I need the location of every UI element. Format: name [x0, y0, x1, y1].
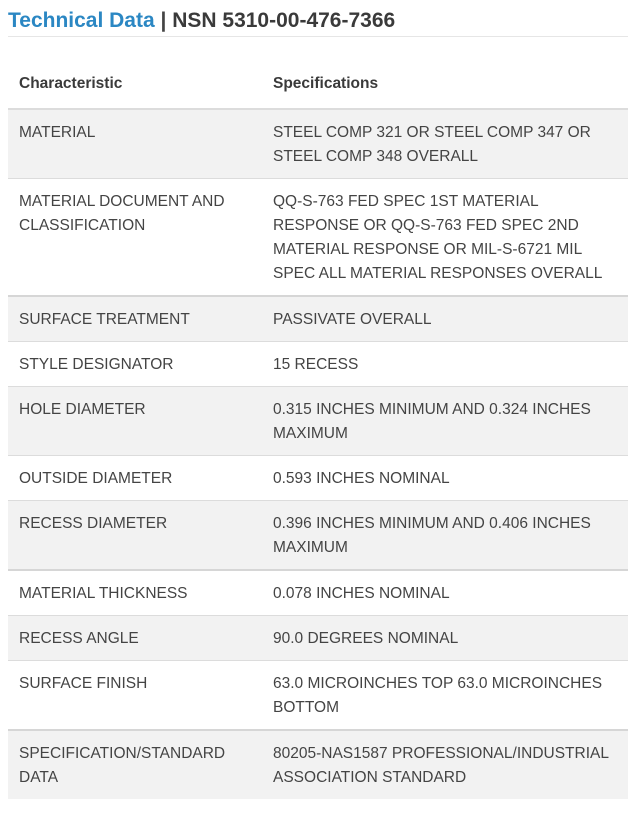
characteristic-cell: SURFACE FINISH: [8, 661, 262, 731]
characteristic-cell: SURFACE TREATMENT: [8, 296, 262, 342]
characteristic-cell: MATERIAL THICKNESS: [8, 570, 262, 616]
table-row: [8, 730, 628, 799]
title-separator: |: [154, 9, 173, 32]
table-row: [8, 179, 628, 297]
table-row: [8, 501, 628, 571]
characteristic-cell: HOLE DIAMETER: [8, 387, 262, 456]
specification-cell: 0.396 INCHES MINIMUM AND 0.406 INCHES MAXIMUM: [262, 501, 628, 571]
specification-cell: 63.0 MICROINCHES TOP 63.0 MICROINCHES BOTTOM: [262, 661, 628, 731]
specification-cell: 0.593 INCHES NOMINAL: [262, 456, 628, 501]
characteristic-cell: OUTSIDE DIAMETER: [8, 456, 262, 501]
characteristic-cell: MATERIAL DOCUMENT AND CLASSIFICATION: [8, 179, 262, 297]
specification-cell: PASSIVATE OVERALL: [262, 296, 628, 342]
specification-cell: 80205-NAS1587 PROFESSIONAL/INDUSTRIAL ASSOCIATION STANDARD: [262, 730, 628, 799]
characteristic-cell: RECESS DIAMETER: [8, 501, 262, 571]
technical-data-table: [8, 62, 628, 799]
table-row: [8, 387, 628, 456]
table-row: [8, 661, 628, 731]
column-header-specifications: Specifications: [262, 62, 628, 109]
specification-cell: 15 RECESS: [262, 342, 628, 387]
technical-data-link[interactable]: Technical Data: [8, 9, 155, 32]
table-row: [8, 456, 628, 501]
specification-cell: STEEL COMP 321 OR STEEL COMP 347 OR STEEL COMP 348 OVERALL: [262, 109, 628, 179]
table-row: [8, 296, 628, 342]
characteristic-cell: RECESS ANGLE: [8, 616, 262, 661]
characteristic-cell: MATERIAL: [8, 109, 262, 179]
table-header-row: [8, 62, 628, 109]
characteristic-cell: SPECIFICATION/STANDARD DATA: [8, 730, 262, 799]
specification-cell: 0.078 INCHES NOMINAL: [262, 570, 628, 616]
table-row: [8, 342, 628, 387]
characteristic-cell: STYLE DESIGNATOR: [8, 342, 262, 387]
specification-cell: QQ-S-763 FED SPEC 1ST MATERIAL RESPONSE OR QQ-S-763 FED SPEC 2ND MATERIAL RESPONSE OR MIL-S-6721 MIL SPEC ALL MATERIAL RESPONSES OVERALL: [262, 179, 628, 297]
column-header-characteristic: Characteristic: [8, 62, 262, 109]
page-title: [8, 6, 628, 37]
specification-cell: 0.315 INCHES MINIMUM AND 0.324 INCHES MAXIMUM: [262, 387, 628, 456]
specification-cell: 90.0 DEGREES NOMINAL: [262, 616, 628, 661]
table-row: [8, 109, 628, 179]
table-row: [8, 616, 628, 661]
table-row: [8, 570, 628, 616]
nsn-label: NSN 5310-00-476-7366: [172, 9, 396, 32]
